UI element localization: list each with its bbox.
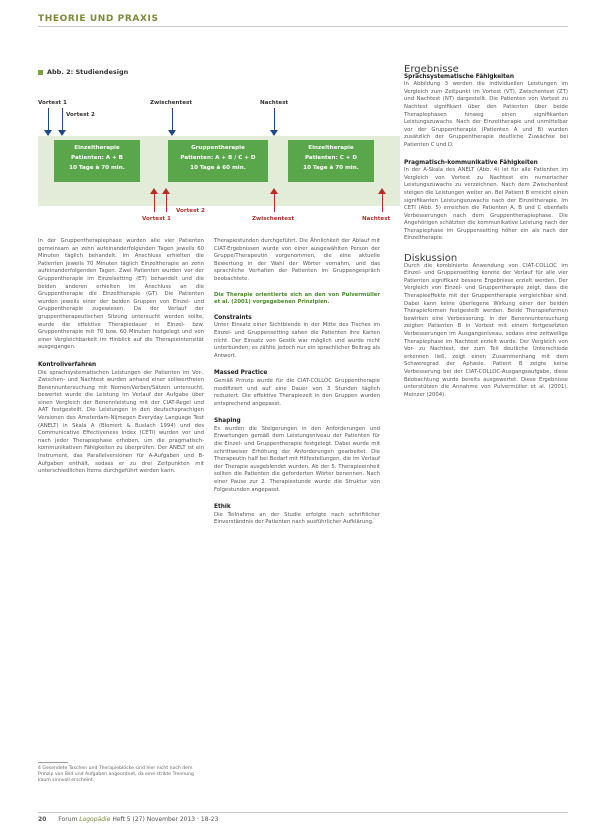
column-1 [38,238,204,476]
heading-kontrollverfahren: Kontrollverfahren [38,361,97,368]
study-design-figure [38,98,400,230]
column-2 [214,238,380,527]
footnote-rule [38,762,68,763]
caption-bullet-icon [38,70,43,75]
col2-shaping: Es wurden die Steigerungen in den Anforderungen und Erwartungen gemäß dem Leistungsniveau der Patienten für die Einzel- und Gruppentherapie festgelegt. Dabei wurde mit schrittweiser Erhöhung der Anforderungen gearbeitet. Die Therapeutin half bei Bedarf mit Hilfestellungen, die im Verlauf der Therapie ausgeblendet wurden. Ab der 5. Therapieeinheit sollten die Patienten die geforderten Wörter benennen. Nach einer Pause zur 2. Therapiestunde wurde die Struktur von Folgestunden angepasst. [214,425,380,493]
col2-highlight: Die Therapie orientierte sich an den von Pulvermüller et al. (2001) vorgegebenen Prinzipien. [214,291,380,306]
label-nachtest-bottom: Nachtest [362,216,391,222]
col3-sprach: In Abbildung 3 werden die individuellen Leistungen im Vergleich zum Zeitpunkt im Vortest (VT), Zwischentest (ZT) und Nachtest (NT) dargestellt. Die Patienten von Vortest zu Nachtest signifikant über den Patienten über beide Therapiephasen hinweg einen signifikanten Leistungszuwachs. Nach der Einzeltherapie und unmittelbar vor der Gruppentherapie (Patienten A und B) wurden zusätzlich der Gruppentherapie deutliche Zuwächse bei Patienten C und D. [404,81,568,148]
label-nachtest-top: Nachtest [260,100,289,106]
heading-constraints: Constraints [214,314,252,321]
journal-name: Forum [58,816,78,823]
col1-intro: In der Gruppentherapiephase wurden alle vier Patienten gemeinsam an zehn aufeinanderfolgenden Tagen jeweils 60 Minuten täglich behandelt. Im Anschluss erhielten die Patienten jeweils 70 Minuten täglich Einzeltherapie an zehn aufeinanderfolgenden Tagen. Zwei Patienten wurden vor der Gruppentherapie im Einzelsetting (ET) behandelt und die beiden anderen erhielten im Anschluss an die Gruppentherapie die Einzeltherapie (GT). Die Patienten wurden jeweils einer der beiden Gruppen von Einzel- und Gruppentherapie zugewiesen. Da der Verlauf der gruppentherapeutischen Sitzung untersucht werden sollte, wurde die effektive Therapiedauer in Einzel- bzw. Gruppentherapie mit 70 bzw. 60 Minuten festgelegt und von einer Vergleichbarkeit im Hinblick auf die Therapieintensität ausgegangen. [38,238,204,351]
col2-constraints: Unter Einsatz einer Sichtblende in der Mitte des Tisches im Einzel- und Gruppensetting sahen die Patienten ihre Karten nicht. Der Einsatz von Gestik war möglich und wurde nicht unterbunden; es zählte jedoch nur ein sprachlicher Beitrag als Antwort. [214,322,380,359]
label-vortest2-bottom: Vortest 2 [176,208,205,214]
col2-ethik: Die Teilnahme an der Studie erfolgte nach schriftlicher Einverständnis der Patienten nach ausführlicher Aufklärung. [214,511,380,526]
label-vortest2-top: Vortest 2 [66,112,95,118]
heading-massed-practice: Massed Practice [214,370,268,377]
col2-massed: Gemäß Prinzip wurde für die CIAT-COLLOC Gruppentherapie modifiziert und auf eine Dauer von 3 Stunden täglich reduziert. Die effektive Therapiezeit in den Gruppen wurden entsprechend angepasst. [214,377,380,407]
col1-kontroll: Die sprachsystematischen Leistungen der Patienten im Vor-, Zwischen- und Nachtest wurden anhand einer sollwertfreien Benennuntersuchung mit Nomen/Verben/Sätzen untersucht, bewertet wurde die Leistung im Verlauf der Aufgabe über einen Vergleich der Benennleistung mit der CIAT-Regel und AAT festgestellt. Die Leistungen in den deutschsprachigen Versionen des Amsterdam-Nijmegen Everyday Language Test (ANELT) in Skala A (Blomert & Buslach 1994) und des Communicative Effectiveness Index (CETI) wurden vor und nach jeder Therapiephase erhoben, um die pragmatisch-kommunikativen Fähigkeiten zu überprüfen. Der ANELT ist ein Instrument, das Parallelversionen für A-Aufgaben und B-Aufgaben enthält, sodass er zu drei Zeitpunkten mit unterschiedlichen Items durchgeführt werden kann. [38,369,204,475]
heading-diskussion: Diskussion [404,253,458,265]
page-footer [38,812,568,823]
block-einzeltherapie-2: Einzeltherapie Patienten: C + D 10 Tage à 70 min. [288,140,374,182]
heading-ergebnisse: Ergebnisse [404,64,459,75]
heading-pragmatisch: Pragmatisch-kommunikative Fähigkeiten [404,159,538,166]
col3-prag: In der A-Skala des ANELT (Abb. 4) ist für alle Patienten im Vergleich von Vortest zu Nachtest ein numerischer Leistungszuwachs zu verzeichnen. Nach dem Zwischentest steigen die Leistungen weiter an. Bei Patient B erreicht einen signifikanten Leistungszuwachs nach der Einzeltherapie. Im CETI (Abb. 5) erreichen die Patienten A, B und C ebenfalls Verbesserungen nach dem Gruppentherapiephase. Die Angehörigen schätzten die kommunikative Leistung nach der Therapiephase im Gruppensetting höher ein als nach der Einzeltherapie. [404,167,568,242]
col3-diskussion: Durch die kombinierte Anwendung von CIAT-COLLOC im Einzel- und Gruppensetting konnte der Verlauf für alle vier Patienten signifikant bessere Ergebnisse erzielt werden. Der Vergleich von Einzel- und Gruppentherapie zeigt, dass die Therapieeffekte mit der Gruppentherapie vergleichbar sind. Dabei kann keine überlegene Wirkung einer der beiden Therapieformen festgestellt werden. Beide Therapieformen bewirken eine Verbesserung. In der Benennuntersuchung zeigten Patienten B in Vortest mit einem fortgesetzten Verbesserungen im Ausgangsniveau, sodass eine zeitweilige Therapiephase im Nachtest erzielt wurde. Der Vergleich von Vor- zu Nachtest, der zum Teil deutliche Unterschiede erkennen ließ, zeigt einen Zusammenhang mit dem Schweregrad der Aphasie. Patient B zeigte keine Verbesserung bei der CIAT-COLLOC-Ausgangsaufgabe, diese Beobachtung wurde bereits ausgewertet. Diese Ergebnisse unterstützen die Annahme von Pulvermüller et al. (2001), Meinzer (2004). [404,262,568,398]
heading-ethik: Ethik [214,504,231,511]
top-divider [38,26,568,27]
block-gruppentherapie: Gruppentherapie Patienten: A + B / C + D 10 Tage à 60 min. [168,140,268,182]
label-vortest1-bottom: Vortest 1 [142,216,171,222]
heading-sprachsystematische: Sprachsystematische Fähigkeiten [404,73,514,80]
col2-intro: Therapiestunden durchgeführt. Die Ähnlichkeit der Ablauf mit CIAT-Ergebnissen wurde von einer ausgewählten Person der Gruppe/Therapeutin vorgenommen, die eine aktuelle Bewertung in der Wahl der Wörter vornahm, und das sprachliche Verhalten der Patienten im Gruppengespräch beobachtete. [214,238,380,282]
label-zwischentest-bottom: Zwischentest [252,216,295,222]
journal-brand: Logopädie [79,816,111,823]
footnote: 4 Gesendete Taschen und Therapieblöcke sind hier nicht nach dem Prinzip von Bild und Aufgaben angeordnet, da eine strikte Trennung kaum sinnvoll erscheint. [38,766,194,783]
section-title: THEORIE UND PRAXIS [38,14,159,24]
block-einzeltherapie-1: Einzeltherapie Patienten: A + B 10 Tage à 70 min. [54,140,140,182]
page-number: 20 [38,816,47,823]
label-vortest1-top: Vortest 1 [38,100,67,106]
heading-shaping: Shaping [214,418,241,425]
figure-caption: Abb. 2: Studiendesign [38,68,128,76]
issue-info: Heft 5 (27) November 2013 · 18-23 [112,816,219,823]
column-3 [404,66,568,399]
label-zwischentest-top: Zwischentest [150,100,193,106]
